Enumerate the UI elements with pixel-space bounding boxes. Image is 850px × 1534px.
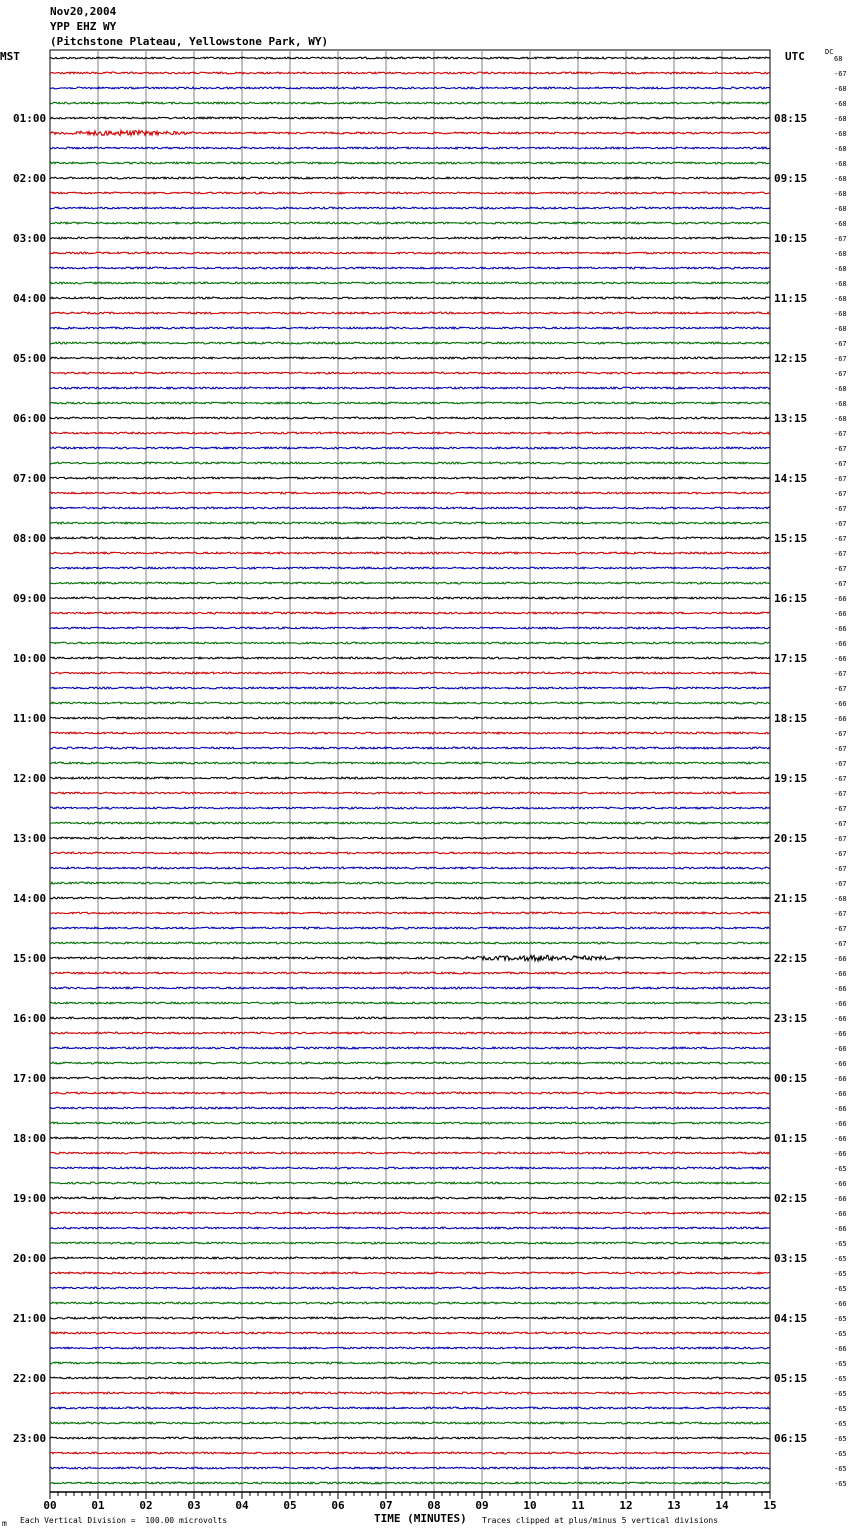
mst-hour-label: 07:00 (13, 472, 47, 485)
seismic-trace (50, 297, 770, 299)
seismic-trace (50, 267, 770, 269)
plot-frame (50, 50, 770, 1492)
dc-offset-label: -67 (834, 790, 847, 798)
utc-hour-label: 20:15 (774, 832, 808, 845)
dc-offset-label: -67 (834, 775, 847, 783)
mst-hour-label: 02:00 (13, 172, 47, 185)
dc-offset-label: -67 (834, 760, 847, 768)
station-location: (Pitchstone Plateau, Yellowstone Park, WY) (50, 35, 329, 48)
utc-hour-label: 11:15 (774, 292, 808, 305)
mst-hour-label: 18:00 (13, 1132, 47, 1145)
seismic-trace (50, 955, 770, 961)
seismic-trace (50, 102, 770, 104)
seismic-trace (50, 162, 770, 164)
seismic-trace (50, 372, 770, 374)
seismic-trace (50, 1302, 770, 1304)
dc-offset-label: -66 (834, 1195, 847, 1203)
seismic-trace (50, 882, 770, 884)
dc-offset-label: -67 (834, 520, 847, 528)
dc-offset-label: -66 (834, 1015, 847, 1023)
dc-offset-label: -66 (834, 1150, 847, 1158)
seismic-trace (50, 792, 770, 794)
seismic-trace (50, 222, 770, 224)
seismic-trace (50, 402, 770, 404)
x-tick-label: 04 (235, 1499, 249, 1512)
dc-offset-label: -66 (834, 970, 847, 978)
dc-offset-label: -68 (834, 115, 847, 123)
seismic-trace (50, 582, 770, 584)
utc-hour-label: 14:15 (774, 472, 808, 485)
dc-offset-label: -66 (834, 595, 847, 603)
mst-hour-label: 17:00 (13, 1072, 47, 1085)
mst-hour-label: 05:00 (13, 352, 47, 365)
right-timezone-label: UTC (785, 50, 805, 63)
dc-offset-label: -68 (834, 895, 847, 903)
dc-offset-label: -66 (834, 1000, 847, 1008)
mst-hour-label: 13:00 (13, 832, 47, 845)
seismic-trace (50, 1152, 770, 1154)
dc-offset-label: -66 (834, 1045, 847, 1053)
dc-offset-label: -65 (834, 1255, 847, 1263)
seismic-trace (50, 177, 770, 179)
dc-offset-label: -67 (834, 70, 847, 78)
utc-hour-label: 09:15 (774, 172, 808, 185)
seismic-trace (50, 1362, 770, 1364)
utc-hour-label: 21:15 (774, 892, 808, 905)
dc-offset-label: -67 (834, 880, 847, 888)
x-tick-label: 06 (331, 1499, 345, 1512)
utc-hour-label: 12:15 (774, 352, 808, 365)
dc-offset-label: -68 (834, 160, 847, 168)
dc-offset-label: -68 (834, 220, 847, 228)
mst-hour-label: 20:00 (13, 1252, 47, 1265)
seismic-trace (50, 1047, 770, 1049)
dc-offset-label: -68 (834, 190, 847, 198)
dc-offset-label: -67 (834, 460, 847, 468)
dc-offset-label: -67 (834, 355, 847, 363)
dc-offset-label: -67 (834, 430, 847, 438)
dc-offset-label: -68 (834, 310, 847, 318)
dc-offset-label: -66 (834, 1120, 847, 1128)
x-tick-label: 14 (715, 1499, 729, 1512)
dc-offset-label: -68 (834, 325, 847, 333)
seismic-trace (50, 807, 770, 809)
mst-hour-label: 14:00 (13, 892, 47, 905)
dc-offset-label: -66 (834, 1345, 847, 1353)
x-axis-title: TIME (MINUTES) (374, 1512, 467, 1525)
dc-offset-label: -67 (834, 565, 847, 573)
dc-offset-label: -65 (834, 1450, 847, 1458)
utc-hour-label: 08:15 (774, 112, 808, 125)
dc-offset-label: -66 (834, 1060, 847, 1068)
seismic-trace (50, 822, 770, 824)
seismic-trace (50, 1272, 770, 1274)
dc-offset-label: -68 (834, 100, 847, 108)
seismic-trace (50, 492, 770, 494)
seismic-trace (50, 1167, 770, 1169)
x-tick-label: 05 (283, 1499, 297, 1512)
seismic-trace (50, 1212, 770, 1214)
seismic-trace (50, 312, 770, 314)
mst-hour-label: 19:00 (13, 1192, 47, 1205)
dc-offset-label: -65 (834, 1375, 847, 1383)
seismic-trace (50, 1452, 770, 1454)
dc-offset-label: -67 (834, 850, 847, 858)
seismic-trace (50, 327, 770, 329)
utc-hour-label: 19:15 (774, 772, 808, 785)
seismic-trace (50, 642, 770, 644)
dc-offset-label: -66 (834, 955, 847, 963)
x-tick-label: 10 (523, 1499, 537, 1512)
seismic-trace (50, 897, 770, 899)
station-name: YPP EHZ WY (50, 20, 117, 33)
seismic-trace (50, 747, 770, 749)
dc-offset-label: -68 (834, 415, 847, 423)
dc-offset-label: -65 (834, 1390, 847, 1398)
dc-offset-label: -67 (834, 445, 847, 453)
seismic-trace (50, 972, 770, 974)
seismic-trace (50, 207, 770, 209)
seismic-trace (50, 1242, 770, 1244)
seismic-trace (50, 537, 770, 539)
seismic-trace (50, 357, 770, 359)
x-tick-label: 03 (187, 1499, 201, 1512)
seismic-trace (50, 1227, 770, 1229)
seismic-trace (50, 567, 770, 569)
dc-offset-label: -66 (834, 1180, 847, 1188)
x-tick-label: 15 (763, 1499, 777, 1512)
seismic-trace (50, 507, 770, 509)
mst-hour-label: 12:00 (13, 772, 47, 785)
seismic-trace (50, 72, 770, 74)
dc-offset-label: -68 (834, 250, 847, 258)
dc-offset-label: -67 (834, 505, 847, 513)
seismic-trace (50, 1197, 770, 1199)
dc-offset-label: -67 (834, 925, 847, 933)
seismic-trace (50, 417, 770, 419)
x-tick-label: 11 (571, 1499, 585, 1512)
seismic-trace (50, 1032, 770, 1034)
dc-offset-label: -68 (834, 265, 847, 273)
dc-offset-label: -67 (834, 835, 847, 843)
utc-hour-label: 02:15 (774, 1192, 808, 1205)
seismic-trace (50, 117, 770, 119)
seismic-trace (50, 387, 770, 389)
dc-offset-label: -67 (834, 535, 847, 543)
seismic-trace (50, 717, 770, 719)
dc-offset-label: -65 (834, 1480, 847, 1488)
seismic-trace (50, 852, 770, 854)
seismic-trace (50, 1482, 770, 1484)
dc-offset-label: -66 (834, 1030, 847, 1038)
mst-hour-label: 23:00 (13, 1432, 47, 1445)
seismic-trace (50, 477, 770, 479)
seismic-trace (50, 1347, 770, 1349)
x-tick-label: 07 (379, 1499, 393, 1512)
dc-offset-label: -66 (834, 715, 847, 723)
dc-offset-label: -68 (834, 295, 847, 303)
dc-offset-label: -67 (834, 550, 847, 558)
dc-offset-label: 68 (834, 55, 843, 63)
seismic-trace (50, 282, 770, 284)
dc-offset-label: -67 (834, 940, 847, 948)
seismic-trace (50, 867, 770, 869)
seismic-trace (50, 597, 770, 599)
utc-hour-label: 10:15 (774, 232, 808, 245)
mst-hour-label: 15:00 (13, 952, 47, 965)
seismic-trace (50, 252, 770, 254)
corner-mark: m (2, 1519, 7, 1528)
mst-hour-label: 22:00 (13, 1372, 47, 1385)
seismic-trace (50, 927, 770, 929)
seismic-trace (50, 1467, 770, 1469)
seismic-trace (50, 1107, 770, 1109)
seismic-trace (50, 462, 770, 464)
seismic-trace (50, 1182, 770, 1184)
seismic-trace (50, 1377, 770, 1379)
utc-hour-label: 06:15 (774, 1432, 808, 1445)
dc-offset-label: -67 (834, 910, 847, 918)
utc-hour-label: 03:15 (774, 1252, 808, 1265)
seismic-trace (50, 130, 770, 135)
seismic-trace (50, 687, 770, 689)
mst-hour-label: 04:00 (13, 292, 47, 305)
dc-offset-label: -65 (834, 1240, 847, 1248)
seismic-trace (50, 657, 770, 659)
seismic-trace (50, 732, 770, 734)
x-tick-label: 09 (475, 1499, 489, 1512)
dc-offset-label: -66 (834, 1225, 847, 1233)
seismic-trace (50, 912, 770, 914)
dc-offset-label: -66 (834, 700, 847, 708)
seismic-trace (50, 522, 770, 524)
seismic-trace (50, 1077, 770, 1079)
scale-note: Each Vertical Division = 100.00 microvolts (20, 1516, 228, 1525)
seismic-trace (50, 1437, 770, 1439)
dc-offset-label: -67 (834, 370, 847, 378)
x-tick-label: 02 (139, 1499, 153, 1512)
dc-offset-label: -65 (834, 1270, 847, 1278)
dc-offset-label: -65 (834, 1405, 847, 1413)
seismic-trace (50, 612, 770, 614)
seismic-trace (50, 1332, 770, 1334)
seismic-trace (50, 57, 770, 59)
dc-offset-label: -66 (834, 1075, 847, 1083)
dc-offset-label: -67 (834, 235, 847, 243)
utc-hour-label: 16:15 (774, 592, 808, 605)
dc-offset-label: -68 (834, 130, 847, 138)
seismic-trace (50, 432, 770, 434)
x-tick-label: 13 (667, 1499, 681, 1512)
dc-offset-label: -68 (834, 175, 847, 183)
seismic-trace (50, 1002, 770, 1004)
dc-offset-label: -65 (834, 1165, 847, 1173)
mst-hour-label: 21:00 (13, 1312, 47, 1325)
dc-offset-label: -68 (834, 385, 847, 393)
seismic-trace (50, 942, 770, 944)
x-tick-label: 08 (427, 1499, 441, 1512)
clip-note: Traces clipped at plus/minus 5 vertical divisions (482, 1516, 719, 1525)
utc-hour-label: 18:15 (774, 712, 808, 725)
dc-offset-label: -68 (834, 400, 847, 408)
utc-hour-label: 17:15 (774, 652, 808, 665)
seismic-trace (50, 702, 770, 704)
utc-hour-label: 01:15 (774, 1132, 808, 1145)
dc-offset-label: -65 (834, 1435, 847, 1443)
dc-offset-label: -66 (834, 1135, 847, 1143)
seismic-trace (50, 342, 770, 344)
dc-offset-label: -66 (834, 625, 847, 633)
seismic-trace (50, 1317, 770, 1319)
mst-hour-label: 09:00 (13, 592, 47, 605)
seismic-trace (50, 627, 770, 629)
dc-offset-label: -66 (834, 1300, 847, 1308)
seismic-trace (50, 837, 770, 839)
mst-hour-label: 06:00 (13, 412, 47, 425)
dc-offset-label: -67 (834, 820, 847, 828)
dc-offset-label: -67 (834, 685, 847, 693)
mst-hour-label: 10:00 (13, 652, 47, 665)
seismic-trace (50, 447, 770, 449)
seismic-trace (50, 1257, 770, 1259)
seismic-trace (50, 762, 770, 764)
dc-offset-label: -68 (834, 280, 847, 288)
dc-offset-header: DC (825, 48, 834, 56)
dc-offset-label: -66 (834, 1210, 847, 1218)
dc-offset-label: -67 (834, 805, 847, 813)
plot-date: Nov20,2004 (50, 5, 117, 18)
dc-offset-label: -65 (834, 1420, 847, 1428)
seismic-trace (50, 1392, 770, 1394)
utc-hour-label: 13:15 (774, 412, 808, 425)
utc-hour-label: 04:15 (774, 1312, 808, 1325)
utc-hour-label: 15:15 (774, 532, 808, 545)
seismic-trace (50, 1062, 770, 1064)
dc-offset-label: -67 (834, 490, 847, 498)
dc-offset-label: -66 (834, 640, 847, 648)
utc-hour-label: 00:15 (774, 1072, 808, 1085)
utc-hour-label: 22:15 (774, 952, 808, 965)
mst-hour-label: 01:00 (13, 112, 47, 125)
seismic-trace (50, 1287, 770, 1289)
dc-offset-label: -67 (834, 580, 847, 588)
dc-offset-label: -65 (834, 1285, 847, 1293)
utc-hour-label: 23:15 (774, 1012, 808, 1025)
dc-offset-label: -68 (834, 205, 847, 213)
left-timezone-label: MST (0, 50, 20, 63)
seismic-trace (50, 777, 770, 779)
mst-hour-label: 08:00 (13, 532, 47, 545)
seismic-trace (50, 192, 770, 194)
dc-offset-label: -67 (834, 730, 847, 738)
mst-hour-label: 11:00 (13, 712, 47, 725)
dc-offset-label: -67 (834, 475, 847, 483)
seismic-trace (50, 987, 770, 989)
dc-offset-label: -65 (834, 1360, 847, 1368)
seismic-trace (50, 237, 770, 239)
seismic-trace (50, 552, 770, 554)
seismic-trace (50, 1122, 770, 1124)
seismic-trace (50, 672, 770, 674)
dc-offset-label: -67 (834, 340, 847, 348)
dc-offset-label: -66 (834, 610, 847, 618)
dc-offset-label: -65 (834, 1465, 847, 1473)
utc-hour-label: 05:15 (774, 1372, 808, 1385)
dc-offset-label: -68 (834, 145, 847, 153)
dc-offset-label: -67 (834, 745, 847, 753)
dc-offset-label: -66 (834, 1090, 847, 1098)
seismic-trace (50, 1422, 770, 1424)
dc-offset-label: -66 (834, 655, 847, 663)
x-tick-label: 12 (619, 1499, 633, 1512)
seismic-trace (50, 87, 770, 89)
dc-offset-label: -67 (834, 865, 847, 873)
dc-offset-label: -68 (834, 85, 847, 93)
dc-offset-label: -65 (834, 1330, 847, 1338)
dc-offset-label: -66 (834, 985, 847, 993)
seismic-trace (50, 1407, 770, 1409)
dc-offset-label: -67 (834, 670, 847, 678)
seismic-trace (50, 1017, 770, 1019)
seismic-trace (50, 147, 770, 149)
dc-offset-label: -66 (834, 1105, 847, 1113)
x-tick-label: 00 (43, 1499, 57, 1512)
seismic-trace (50, 1137, 770, 1139)
mst-hour-label: 16:00 (13, 1012, 47, 1025)
x-tick-label: 01 (91, 1499, 105, 1512)
dc-offset-label: -65 (834, 1315, 847, 1323)
mst-hour-label: 03:00 (13, 232, 47, 245)
seismic-trace (50, 1092, 770, 1094)
